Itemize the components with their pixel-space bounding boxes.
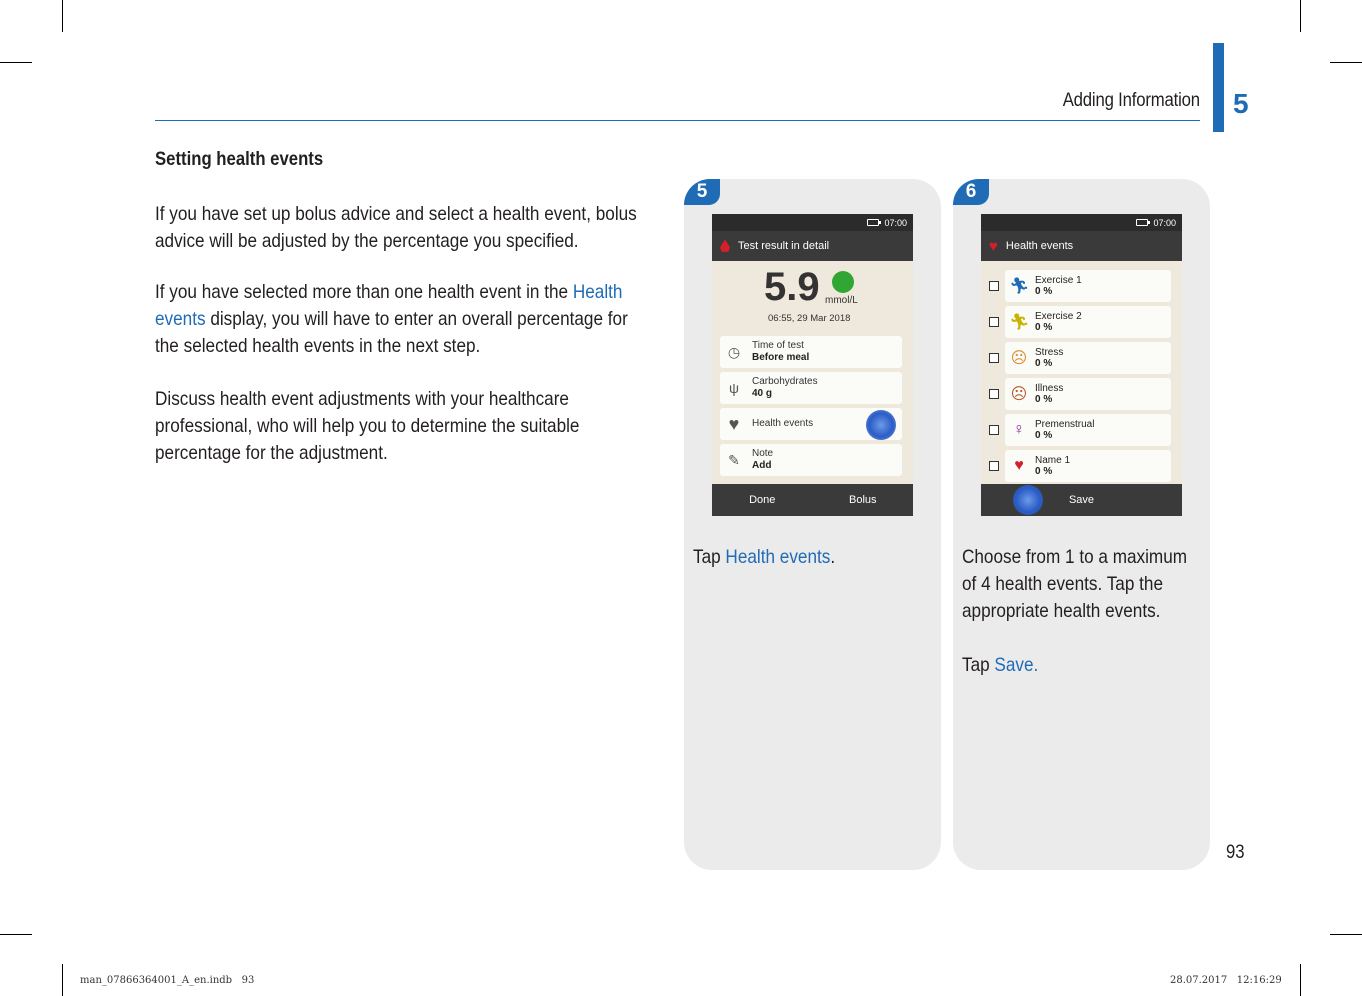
cutlery-icon: ψ — [729, 380, 739, 396]
row-carbohydrates[interactable] — [720, 372, 902, 404]
row-label: Carbohydrates — [752, 376, 818, 387]
health-event-row[interactable] — [989, 342, 1171, 374]
screen-title-bar — [981, 231, 1182, 261]
screen-bottom-bar — [981, 484, 1182, 516]
health-event-row[interactable] — [989, 378, 1171, 410]
device-screen-test-result — [712, 214, 913, 516]
running-header: Adding Information — [1062, 90, 1200, 111]
crop-mark — [1330, 62, 1362, 63]
step-badge: 5 — [684, 179, 720, 205]
step-6-caption — [962, 544, 1200, 679]
crop-mark — [0, 62, 32, 63]
event-percent: 0 % — [1035, 358, 1053, 369]
step-5-panel — [684, 179, 941, 870]
crop-mark — [1300, 0, 1301, 32]
status-bar — [712, 214, 913, 231]
event-percent: 0 % — [1035, 466, 1053, 477]
custom-heart-icon: ♥ — [1014, 457, 1024, 474]
row-label: Time of test — [752, 340, 804, 351]
row-value: 40 g — [752, 388, 773, 399]
in-range-indicator-icon — [832, 271, 854, 293]
header-rule — [155, 120, 1200, 121]
screen-title-bar — [712, 231, 913, 261]
heart-icon: ♥ — [728, 414, 740, 434]
health-event-row[interactable] — [989, 306, 1171, 338]
checkbox[interactable] — [989, 281, 999, 291]
done-button[interactable]: Done — [749, 494, 776, 506]
screen-bottom-bar — [712, 484, 913, 516]
bolus-button[interactable]: Bolus — [848, 494, 877, 506]
crop-mark — [1300, 964, 1301, 996]
event-label: Stress — [1035, 347, 1064, 358]
female-symbol-icon: ♀ — [1013, 421, 1025, 438]
row-label: Note — [752, 448, 774, 459]
step-5-caption — [693, 544, 931, 571]
heart-icon: ♥ — [989, 237, 998, 255]
health-event-row[interactable] — [989, 270, 1171, 302]
screen-title: Test result in detail — [738, 240, 830, 252]
crop-mark — [1330, 934, 1362, 935]
checkbox[interactable] — [989, 389, 999, 399]
event-percent: 0 % — [1035, 322, 1053, 333]
event-label: Exercise 2 — [1035, 311, 1082, 322]
bg-unit: mmol/L — [825, 295, 858, 306]
paragraph-bolus-advice: If you have set up bolus advice and select a health event, bolus advice will be adjusted by the percentage you specified. — [155, 203, 637, 252]
tap-indicator-icon — [1013, 485, 1043, 515]
health-event-row[interactable] — [989, 450, 1171, 482]
health-event-row[interactable] — [989, 414, 1171, 446]
battery-icon — [1136, 219, 1148, 226]
chapter-tab — [1213, 43, 1224, 132]
caption-text: Tap — [962, 654, 995, 676]
row-value: Add — [752, 460, 772, 471]
illness-face-icon: ☹ — [1010, 386, 1028, 403]
clock-icon: ◷ — [727, 343, 741, 360]
health-events-link[interactable]: Health events — [155, 281, 623, 330]
row-value: Before meal — [752, 352, 810, 363]
paragraph-discuss: Discuss health event adjustments with your healthcare professional, who will help you to determine the suitable percentage for the adjustment. — [155, 388, 580, 464]
runner-blue-icon: 🏃︎ — [1009, 278, 1030, 295]
checkbox[interactable] — [989, 425, 999, 435]
step-badge: 6 — [953, 179, 989, 205]
reading-area — [712, 261, 913, 331]
screen-title: Health events — [1005, 240, 1074, 252]
slug-left: man_07866364001_A_en.indb 93 — [80, 975, 255, 986]
checkbox[interactable] — [989, 353, 999, 363]
status-time: 07:00 — [884, 217, 907, 228]
event-label: Name 1 — [1035, 455, 1071, 466]
battery-icon — [867, 219, 879, 226]
chapter-number: 5 — [1233, 88, 1249, 119]
section-title: Setting health events — [155, 149, 324, 170]
crop-mark — [62, 0, 63, 32]
event-percent: 0 % — [1035, 394, 1053, 405]
health-events-link[interactable]: Health events — [725, 546, 831, 568]
event-percent: 0 % — [1035, 430, 1053, 441]
checkbox[interactable] — [989, 461, 999, 471]
device-screen-health-events — [981, 214, 1182, 516]
blood-drop-icon — [720, 240, 730, 253]
stress-face-icon: ☹ — [1010, 350, 1028, 367]
crop-mark — [62, 964, 63, 996]
caption-text: Tap — [693, 546, 726, 568]
paragraph-multiple-events — [155, 279, 648, 360]
page-number: 93 — [1226, 842, 1245, 863]
event-label: Illness — [1035, 383, 1064, 394]
caption-text: . — [830, 546, 836, 568]
paragraph-text: display, you will have to enter an overall percentage for the selected health events in the next step. — [155, 308, 628, 357]
paragraph-text: If you have selected more than one health event in the — [155, 281, 573, 303]
tap-indicator-icon — [866, 410, 896, 440]
save-button[interactable]: Save — [1068, 494, 1095, 506]
save-link[interactable]: Save. — [994, 654, 1039, 676]
row-label: Health events — [752, 418, 814, 429]
event-label: Premenstrual — [1035, 419, 1095, 430]
event-percent: 0 % — [1035, 286, 1053, 297]
status-bar — [981, 214, 1182, 231]
row-note[interactable] — [720, 444, 902, 476]
event-label: Exercise 1 — [1035, 275, 1082, 286]
runner-yellow-icon: 🏃︎ — [1009, 314, 1030, 331]
checkbox[interactable] — [989, 317, 999, 327]
note-icon: ✎ — [728, 451, 740, 468]
reading-timestamp: 06:55, 29 Mar 2018 — [768, 313, 851, 324]
caption-text: Choose from 1 to a maximum of 4 health events. Tap the appropriate health events. — [962, 546, 1188, 622]
slug-right: 28.07.2017 12:16:29 — [1170, 975, 1282, 986]
step-6-panel — [953, 179, 1210, 870]
row-time-of-test[interactable] — [720, 336, 902, 368]
crop-mark — [0, 934, 32, 935]
bg-value: 5.9 — [764, 265, 820, 309]
status-time: 07:00 — [1153, 217, 1176, 228]
